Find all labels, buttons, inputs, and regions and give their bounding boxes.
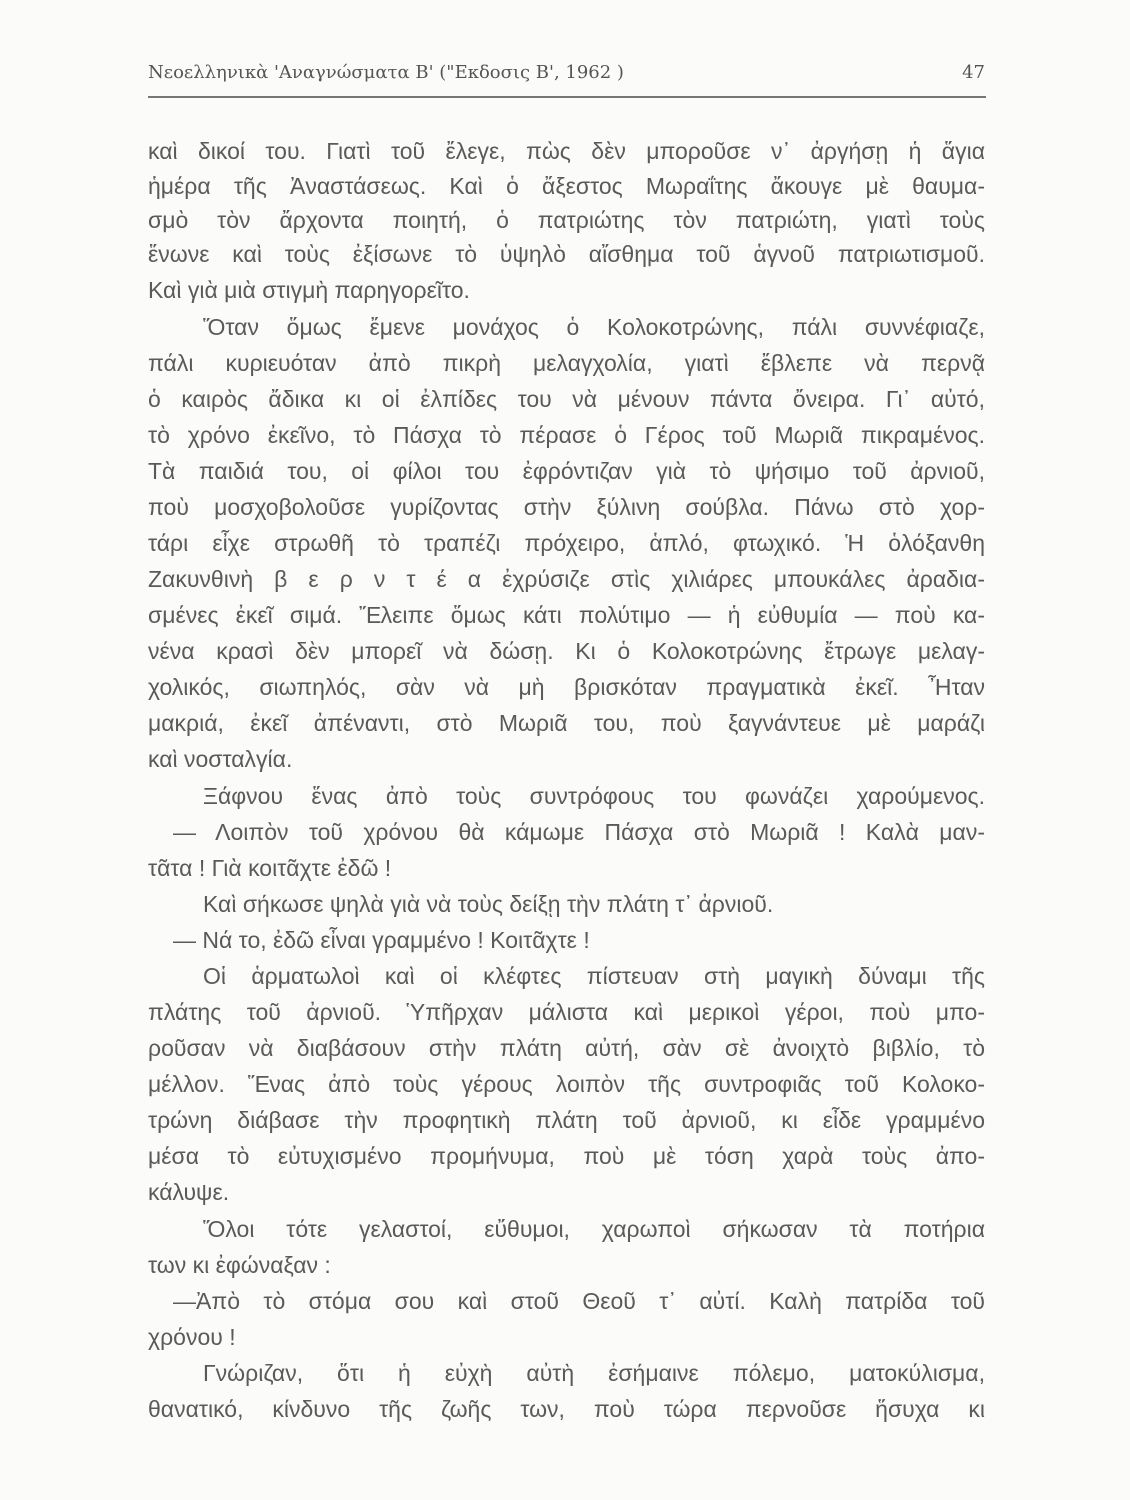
text-line: ποὺ μοσχοβολοῦσε γυρίζοντας στὴν ξύλινη σούβλα. Πάνω στὸ χορ-	[148, 494, 985, 520]
text-line: Ζακυνθινὴ β ε ρ ν τ έ α ἐχρύσιζε στὶς χιλιάρες μπουκάλες ἀραδια-	[148, 566, 985, 592]
text-line: Ξάφνου ἕνας ἀπὸ τοὺς συντρόφους του φωνάζει χαρούμενος.	[203, 783, 985, 809]
header-rule	[148, 96, 986, 98]
text-line: μακριά, ἐκεῖ ἀπέναντι, στὸ Μωριᾶ του, ποὺ ξαγνάντευε μὲ μαράζι	[148, 710, 985, 736]
text-line: σμένες ἐκεῖ σιμά. Ἔλειπε ὅμως κάτι πολύτιμο — ἡ εὐθυμία — ποὺ κα-	[148, 602, 985, 628]
text-line: Καὶ σήκωσε ψηλὰ γιὰ νὰ τοὺς δείξῃ τὴν πλάτη τ᾽ ἀρνιοῦ.	[203, 891, 774, 917]
text-line: Ὅλοι τότε γελαστοί, εὔθυμοι, χαρωποὶ σήκωσαν τὰ ποτήρια	[203, 1216, 985, 1242]
text-line: ροῦσαν νὰ διαβάσουν στὴν πλάτη αὐτή, σὰν σὲ ἀνοιχτὸ βιβλίο, τὸ	[148, 1035, 985, 1061]
book-title: Νεοελληνικὰ 'Αναγνώσματα Β' ("Εκδοσις Β', 1962 )	[148, 62, 624, 83]
text-line: Γνώριζαν, ὅτι ἡ εὐχὴ αὐτὴ ἐσήμαινε πόλεμο, ματοκύλισμα,	[203, 1360, 985, 1386]
text-line: ἡμέρα τῆς Ἀναστάσεως. Καὶ ὁ ἄξεστος Μωραΐτης ἄκουγε μὲ θαυμα-	[148, 173, 985, 199]
text-line: ὁ καιρὸς ἄδικα κι οἱ ἐλπίδες του νὰ μένουν πάντα ὄνειρα. Γι᾽ αὐτό,	[148, 386, 985, 412]
text-line: πάλι κυριευόταν ἀπὸ πικρὴ μελαγχολία, γιατὶ ἔβλεπε νὰ περνᾷ	[148, 350, 985, 376]
text-line: τᾶτα ! Γιὰ κοιτᾶχτε ἐδῶ !	[148, 855, 392, 881]
text-line: Καὶ γιὰ μιὰ στιγμὴ παρηγορεῖτο.	[148, 277, 470, 303]
text-line: των κι ἐφώναξαν :	[148, 1252, 331, 1278]
text-line: χολικός, σιωπηλός, σὰν νὰ μὴ βρισκόταν πραγματικὰ ἐκεῖ. Ἦταν	[148, 674, 985, 700]
text-line: — Λοιπὸν τοῦ χρόνου θὰ κάμωμε Πάσχα στὸ Μωριᾶ ! Καλὰ μαν-	[173, 819, 985, 845]
text-line: —Ἀπὸ τὸ στόμα σου καὶ στοῦ Θεοῦ τ᾽ αὐτί. Καλὴ πατρίδα τοῦ	[173, 1288, 985, 1314]
page-number: 47	[962, 62, 985, 83]
text-line: Ὅταν ὅμως ἔμενε μονάχος ὁ Κολοκοτρώνης, πάλι συννέφιαζε,	[203, 314, 985, 340]
text-line: θανατικό, κίνδυνο τῆς ζωῆς των, ποὺ τώρα περνοῦσε ἥσυχα κι	[148, 1396, 985, 1422]
text-line: καὶ δικοί του. Γιατὶ τοῦ ἔλεγε, πὼς δὲν μποροῦσε ν᾽ ἀργήσῃ ἡ ἅγια	[148, 138, 985, 164]
text-line: χρόνου !	[148, 1324, 236, 1350]
text-line: νένα κρασὶ δὲν μπορεῖ νὰ δώσῃ. Κι ὁ Κολοκοτρώνης ἔτρωγε μελαγ-	[148, 638, 985, 664]
text-line: Οἱ ἁρματωλοὶ καὶ οἱ κλέφτες πίστευαν στὴ μαγικὴ δύναμι τῆς	[203, 963, 985, 989]
text-line: κάλυψε.	[148, 1179, 230, 1205]
text-line: τάρι εἶχε στρωθῆ τὸ τραπέζι πρόχειρο, ἁπλό, φτωχικό. Ἡ ὁλόξανθη	[148, 530, 985, 556]
text-line: — Νά το, ἐδῶ εἶναι γραμμένο ! Κοιτᾶχτε !	[173, 927, 590, 953]
text-line: καὶ νοσταλγία.	[148, 746, 293, 772]
text-line: Τὰ παιδιά του, οἱ φίλοι του ἐφρόντιζαν γιὰ τὸ ψήσιμο τοῦ ἀρνιοῦ,	[148, 458, 985, 484]
text-line: ἕνωνε καὶ τοὺς ἐξίσωνε τὸ ὑψηλὸ αἴσθημα τοῦ ἁγνοῦ πατριωτισμοῦ.	[148, 241, 985, 267]
text-line: πλάτης τοῦ ἀρνιοῦ. Ὑπῆρχαν μάλιστα καὶ μερικοὶ γέροι, ποὺ μπο-	[148, 999, 985, 1025]
text-line: τὸ χρόνο ἐκεῖνο, τὸ Πάσχα τὸ πέρασε ὁ Γέρος τοῦ Μωριᾶ πικραμένος.	[148, 422, 985, 448]
running-header	[148, 60, 985, 90]
text-line: μέλλον. Ἕνας ἀπὸ τοὺς γέρους λοιπὸν τῆς συντροφιᾶς τοῦ Κολοκο-	[148, 1071, 985, 1097]
text-line: τρώνη διάβασε τὴν προφητικὴ πλάτη τοῦ ἀρνιοῦ, κι εἶδε γραμμένο	[148, 1107, 985, 1133]
text-line: σμὸ τὸν ἄρχοντα ποιητή, ὁ πατριώτης τὸν πατριώτη, γιατὶ τοὺς	[148, 207, 985, 233]
text-line: μέσα τὸ εὐτυχισμένο προμήνυμα, ποὺ μὲ τόση χαρὰ τοὺς ἀπο-	[148, 1143, 985, 1169]
